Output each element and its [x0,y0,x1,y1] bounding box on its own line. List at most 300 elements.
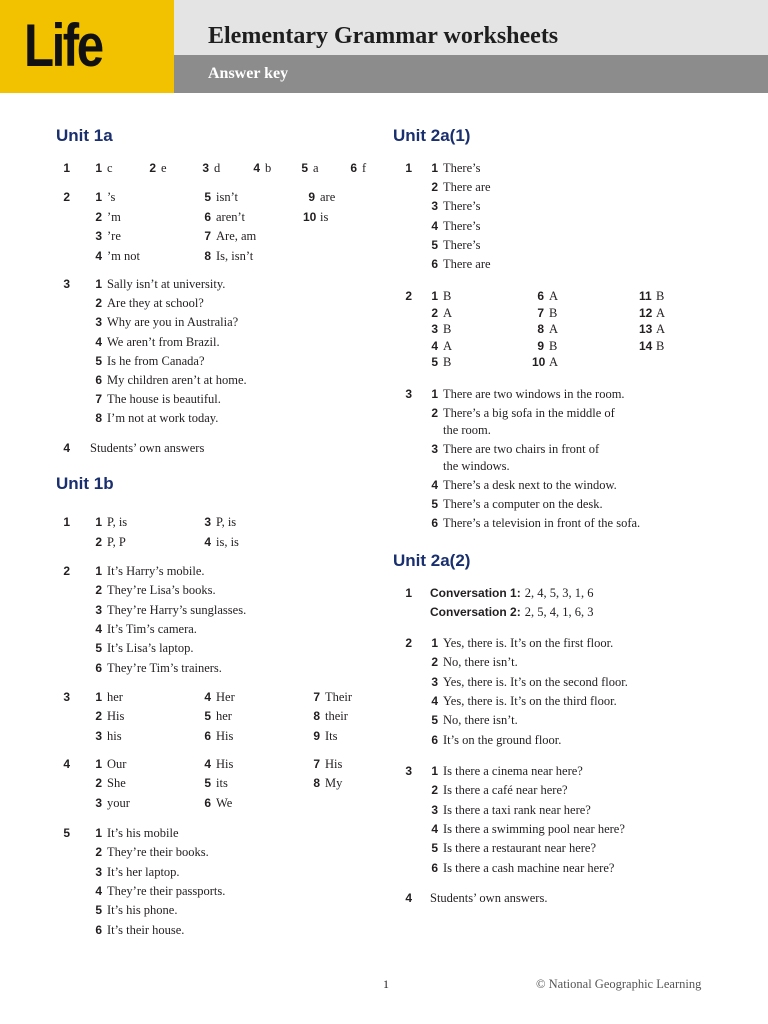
answer-item [532,354,558,370]
item-number: 3 [95,795,102,810]
answer-item [90,160,113,176]
answer-item [90,883,225,899]
item-number: 6 [537,289,544,303]
item-answer: My children aren’t at home. [107,373,247,387]
item-answer: is, is [216,535,239,549]
item-number: 8 [313,776,320,791]
logo-text: Life [24,12,102,79]
answer-item [90,276,225,292]
answer-item [426,654,518,670]
answer-item [426,860,614,876]
item-answer: It’s her laptop. [107,864,180,879]
item-answer: The house is beautiful. [107,392,221,407]
item-answer: His [216,757,234,771]
item-number: 6 [204,795,211,810]
item-number: 7 [537,305,544,320]
item-number: 2 [431,406,438,420]
item-number: 4 [204,757,211,771]
item-number: 1 [431,764,438,778]
question-number: 1 [405,161,412,175]
item-answer: A [656,305,666,320]
item-number: 5 [204,709,211,724]
answer-item [426,218,480,234]
item-answer: There’s a television in front of the sofa. [443,516,641,530]
item-answer: A [549,289,559,303]
item-answer: your [107,795,130,810]
item-number: 9 [308,190,315,204]
answer-item [90,295,204,311]
item-number: 4 [95,621,102,636]
item-answer: Are, am [216,229,257,243]
item-answer: Why are you in Australia? [107,315,239,330]
answer-item [199,689,235,705]
answer-item [197,160,220,176]
item-answer: They’re their books. [107,845,209,860]
item-number: 9 [313,728,320,743]
item-number: 4 [253,161,260,175]
item-number: 5 [95,353,102,368]
answer-item [199,189,238,205]
answer-item [248,160,271,176]
item-number: 1 [431,387,438,401]
item-number: 5 [204,190,211,204]
copyright-notice: © National Geographic Learning [536,977,702,991]
answer-item [90,640,193,656]
answer-item [426,515,640,531]
answer-item [426,179,491,195]
item-number: 5 [431,355,438,369]
answer-item [90,189,115,205]
item-answer: There’s [443,199,481,214]
answer-item [532,321,558,337]
answer-item [199,514,236,530]
answer-item [90,728,122,744]
item-answer: A [656,322,666,336]
answer-item [199,795,232,811]
answer-continuation: the windows. [443,459,510,473]
item-number: 10 [532,355,546,369]
item-number: 3 [431,322,438,336]
item-number: 5 [431,713,438,728]
answer-item [532,305,557,321]
item-number: 3 [204,515,211,529]
item-answer: A [549,355,559,369]
question-number: 4 [63,441,70,455]
item-answer: His [325,757,343,771]
item-answer: B [443,289,452,303]
item-answer: It’s on the ground floor. [443,732,562,747]
item-answer: It’s their house. [107,922,185,937]
item-answer: Is there a taxi rank near here? [443,802,591,817]
answer-item [532,288,558,304]
page-header [0,0,768,93]
answer-item [90,334,220,350]
item-number: 4 [95,334,102,349]
item-answer: His [216,728,234,743]
item-number: 3 [95,864,102,879]
question-number: 1 [63,161,70,175]
item-answer: P, is [107,515,128,529]
answer-item [144,160,167,176]
item-answer: No, there isn’t. [443,713,518,728]
answer-item [426,354,451,370]
item-answer: There are two windows in the room. [443,387,625,401]
question-number: 4 [63,757,70,771]
answer-item [426,802,591,818]
item-number: 4 [431,338,438,353]
answer-item [426,386,625,402]
answer-item [426,256,491,272]
item-number: 6 [431,732,438,747]
answer-item [639,288,664,304]
item-answer: b [265,161,272,175]
answer-item [426,441,599,457]
answer-item [199,534,239,550]
item-number: 5 [431,841,438,856]
answer-item [426,732,561,748]
conversation-2 [430,604,593,620]
answer-item [639,305,665,321]
item-answer: Her [216,690,235,704]
answer-item [426,321,451,337]
unit-heading: Unit 2a(2) [393,551,471,570]
item-number: 2 [431,305,438,320]
item-number: 2 [149,161,156,175]
item-number: 7 [95,392,102,407]
item-number: 3 [95,602,102,617]
item-number: 1 [95,161,102,175]
item-answer: Is there a café near here? [443,783,568,798]
item-answer: A [443,338,453,353]
answer-text: Students’ own answers. [430,891,548,905]
item-number: 5 [431,237,438,252]
item-number: 3 [95,229,102,243]
answer-item [426,477,617,493]
unit-heading: Unit 1b [56,474,114,493]
item-number: 2 [95,776,102,791]
item-number: 6 [431,516,438,530]
answer-item [296,160,319,176]
item-answer: They’re Lisa’s books. [107,583,216,598]
answer-item [426,160,480,176]
item-answer: is [320,209,329,224]
item-answer: her [107,690,123,704]
answer-item [90,410,218,426]
answer-item [90,922,184,938]
item-answer: d [214,161,221,175]
item-number: 3 [95,315,102,330]
item-number: 1 [95,277,102,291]
item-answer: a [313,161,319,175]
answer-item [90,864,180,880]
item-answer: Is he from Canada? [107,353,205,368]
answer-item [639,321,665,337]
item-answer: his [107,728,122,743]
answer-item [90,660,222,676]
answer-item [426,305,452,321]
answer-item [426,821,625,837]
answer-item [426,198,480,214]
question-number: 3 [405,387,412,401]
item-number: 4 [431,218,438,233]
item-number: 6 [95,660,102,675]
item-answer: Is there a cinema near here? [443,764,583,778]
item-answer: There are [443,180,491,195]
answer-item [199,775,228,791]
answer-item [90,902,177,918]
item-answer: His [107,709,125,724]
item-answer: There’s a computer on the desk. [443,497,603,511]
question-number: 3 [405,764,412,778]
answer-item [90,563,205,579]
item-answer: We aren’t from Brazil. [107,334,220,349]
answer-item [426,782,568,798]
answer-item [90,621,197,637]
answer-item [90,825,179,841]
item-number: 3 [431,802,438,817]
item-number: 5 [204,776,211,791]
item-answer: her [216,709,232,724]
answer-item [90,209,121,225]
item-answer: B [549,305,558,320]
answer-item [308,708,348,724]
item-number: 1 [95,826,102,840]
item-number: 10 [303,209,317,224]
item-number: 4 [95,248,102,263]
item-number: 6 [204,728,211,743]
answer-item [199,248,253,264]
answer-item [426,496,603,512]
item-number: 4 [95,883,102,898]
item-number: 8 [95,411,102,426]
page-subtitle: Answer key [208,65,289,82]
item-answer: There’s a desk next to the window. [443,478,617,492]
answer-item [426,712,518,728]
question-number: 1 [405,586,412,600]
answer-item [426,237,480,253]
item-answer: Its [325,728,338,743]
answer-text: Students’ own answers [90,441,205,455]
item-answer: Is there a restaurant near here? [443,841,597,856]
page-number: 1 [383,977,389,991]
question-number: 1 [63,515,70,529]
item-number: 6 [431,860,438,875]
item-number: 6 [95,922,102,937]
question-number: 5 [63,826,70,840]
item-number: 3 [431,199,438,214]
answer-item [308,728,338,744]
item-answer: Is, isn’t [216,248,254,263]
item-answer: B [443,355,452,369]
answer-item [90,775,126,791]
answer-item [308,775,342,791]
item-answer: They’re their passports. [107,883,226,898]
item-answer: P, is [216,515,237,529]
answer-item [90,314,238,330]
answer-item [308,689,352,705]
item-number: 5 [95,903,102,918]
question-number: 2 [63,190,70,204]
title-band [174,0,768,55]
item-answer: There’s [443,237,481,252]
item-number: 2 [431,783,438,798]
item-answer: ’re [107,229,121,243]
item-number: 6 [204,209,211,224]
unit-heading: Unit 2a(1) [393,126,471,145]
item-answer: B [656,289,665,303]
answer-item [199,228,256,244]
item-answer: Their [325,690,353,704]
item-number: 6 [95,373,102,387]
item-answer: ’m [107,209,121,224]
page-title: Elementary Grammar worksheets [208,23,559,49]
item-number: 1 [431,636,438,650]
answer-item [90,248,140,264]
answer-item [90,795,130,811]
item-number: 8 [537,322,544,336]
item-number: 1 [95,515,102,529]
answer-item [426,635,613,651]
item-number: 4 [431,478,438,492]
item-number: 1 [95,190,102,204]
item-answer: aren’t [216,209,245,224]
item-answer: c [107,161,113,175]
item-answer: There’s a big sofa in the middle of [443,406,615,420]
item-number: 2 [95,845,102,860]
item-answer: There’s [443,218,481,233]
item-number: 1 [95,564,102,578]
item-answer: B [656,338,665,353]
life-logo [0,0,174,93]
item-answer: There’s [443,161,481,175]
item-answer: They’re Tim’s trainers. [107,660,222,675]
item-answer: It’s his mobile [107,826,179,840]
answer-item [426,338,452,354]
item-answer: It’s Harry’s mobile. [107,564,205,578]
item-answer: Sally isn’t at university. [107,277,226,291]
item-number: 8 [313,709,320,724]
item-number: 2 [431,655,438,670]
answer-item [426,288,451,304]
question-number: 4 [405,891,412,905]
item-answer: It’s Lisa’s laptop. [107,641,194,656]
item-answer: We [216,795,233,810]
answer-item [426,763,583,779]
item-answer: They’re Harry’s sunglasses. [107,602,247,617]
answer-item [90,534,126,550]
item-answer: Is there a swimming pool near here? [443,821,625,836]
item-answer: No, there isn’t. [443,655,518,670]
item-number: 1 [95,690,102,704]
item-number: 3 [202,161,209,175]
answer-item [90,756,126,772]
item-answer: There are two chairs in front of [443,442,600,456]
item-number: 7 [204,229,211,243]
item-answer: Yes, there is. It’s on the second floor. [443,674,628,689]
item-number: 2 [95,296,102,311]
item-answer: She [107,776,126,791]
item-number: 2 [431,180,438,195]
item-answer: A [443,305,453,320]
answer-item [90,391,221,407]
item-number: 2 [95,535,102,549]
answer-item [532,338,557,354]
item-answer: B [549,338,558,353]
answer-item [90,689,123,705]
subtitle-band [174,55,768,93]
answer-item [426,840,596,856]
item-number: 4 [431,821,438,836]
question-number: 2 [405,636,412,650]
answer-item [90,844,209,860]
conversation-2-label: Conversation 2: [430,605,521,619]
question-number: 3 [63,690,70,704]
answer-item [426,674,628,690]
answer-continuation: the room. [443,423,491,437]
conversation-2-order: 2, 5, 4, 1, 6, 3 [524,605,594,619]
answer-item [199,708,232,724]
answer-item [199,756,233,772]
answer-item [303,189,335,205]
answer-item [90,372,247,388]
question-number: 3 [63,277,70,291]
item-number: 13 [639,322,653,336]
item-answer: There are [443,257,491,271]
item-answer: B [443,322,452,336]
item-answer: ’s [107,190,116,204]
item-answer: It’s his phone. [107,903,178,918]
answer-item [426,405,615,421]
item-answer: A [549,322,559,336]
item-number: 5 [95,641,102,656]
answer-item [90,582,216,598]
answer-item [345,160,366,176]
item-number: 3 [431,442,438,456]
item-answer: its [216,776,228,791]
item-number: 14 [639,338,653,353]
item-number: 5 [431,497,438,511]
item-answer: e [161,161,167,175]
item-number: 1 [431,289,438,303]
item-answer: It’s Tim’s camera. [107,621,197,636]
item-answer: are [320,190,336,204]
item-number: 7 [313,690,320,704]
item-answer: P, P [107,535,126,549]
item-answer: ’m not [107,248,140,263]
item-answer: Is there a cash machine near here? [443,860,615,875]
question-number: 2 [63,564,70,578]
item-answer: Yes, there is. It’s on the first floor. [443,636,614,650]
item-number: 4 [204,690,211,704]
item-number: 3 [95,728,102,743]
answer-item [90,228,121,244]
item-number: 1 [95,757,102,771]
item-number: 6 [350,161,357,175]
item-answer: Are they at school? [107,296,204,311]
answer-item [426,693,617,709]
item-answer: My [325,776,343,791]
item-number: 2 [95,709,102,724]
item-number: 8 [204,248,211,263]
conversation-1-order: 2, 4, 5, 3, 1, 6 [524,586,594,600]
item-number: 2 [95,583,102,598]
item-number: 6 [431,257,438,271]
item-number: 7 [313,757,320,771]
item-answer: Our [107,757,127,771]
answer-item [303,209,328,225]
item-number: 3 [431,674,438,689]
answer-item [308,756,342,772]
